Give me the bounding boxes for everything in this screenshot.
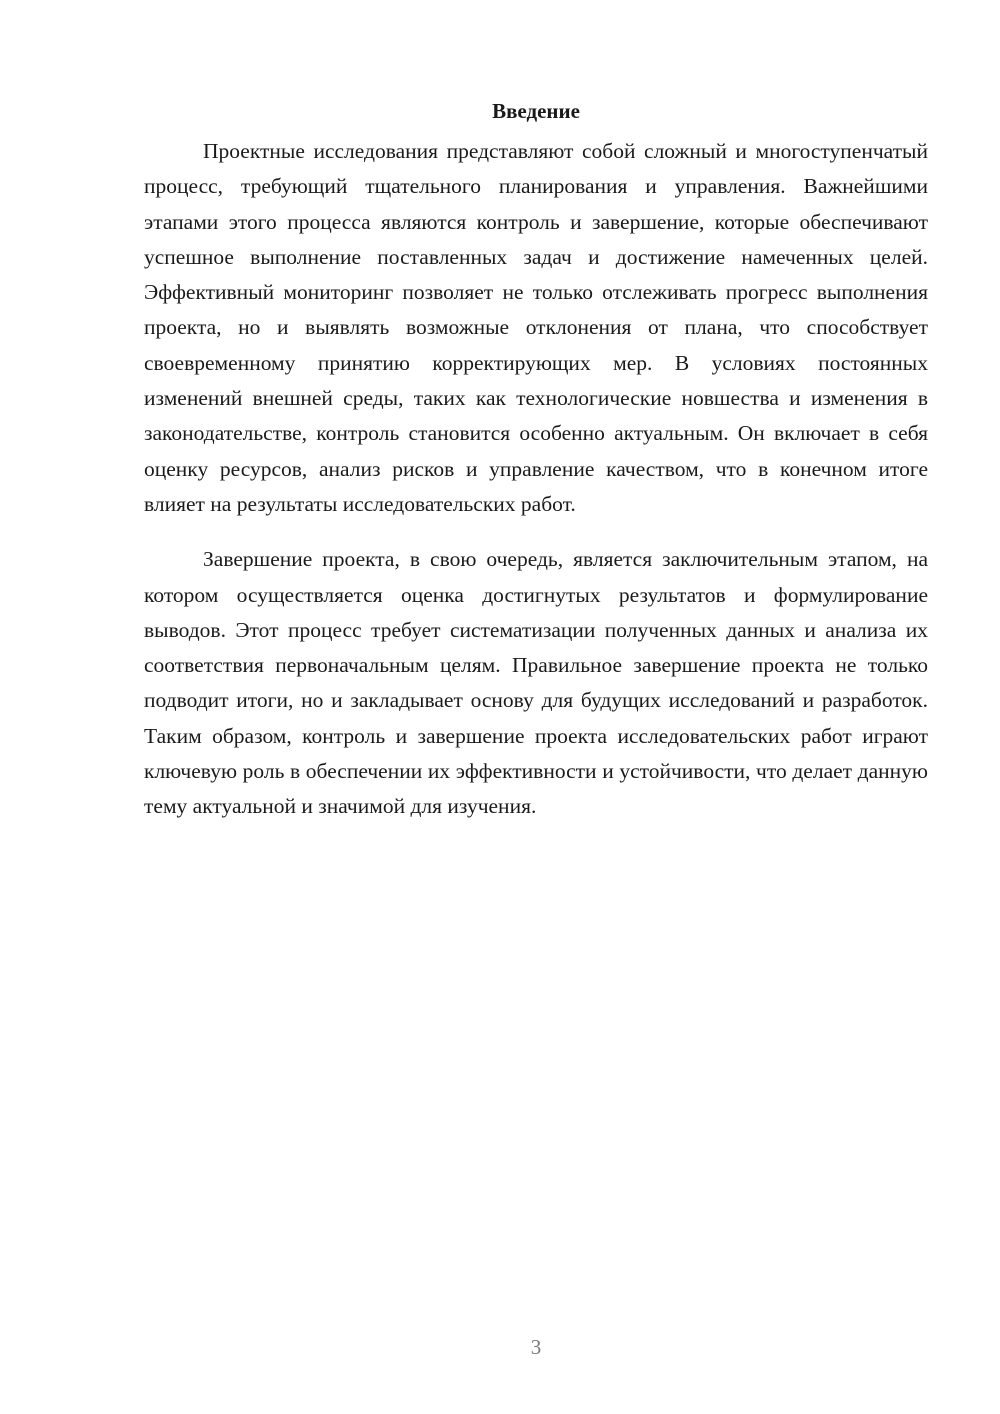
page-content: [144, 98, 928, 825]
paragraph-1: Проектные исследования представляют собой сложный и многоступенчатый процесс, требующий тщательного планирования и управления. Важнейшими этапами этого процесса являются контроль и завершение, которые обеспечивают успешное выполнение поставленных задач и достижение намеченных целей. Эффективный мониторинг позволяет не только отслеживать прогресс выполнения проекта, но и выявлять возможные отклонения от плана, что способствует своевременному принятию корректирующих мер. В условиях постоянных изменений внешней среды, таких как технологические новшества и изменения в законодательстве, контроль становится особенно актуальным. Он включает в себя оценку ресурсов, анализ рисков и управление качеством, что в конечном итоге влияет на результаты исследовательских работ.: [144, 139, 928, 516]
paragraph-2: Завершение проекта, в свою очередь, является заключительным этапом, на котором осуществляется оценка достигнутых результатов и формулирование выводов. Этот процесс требует систематизации полученных данных и анализа их соответствия первоначальным целям. Правильное завершение проекта не только подводит итоги, но и закладывает основу для будущих исследований и разработок. Таким образом, контроль и завершение проекта исследовательских работ играют ключевую роль в обеспечении их эффективности и устойчивости, что делает данную тему актуальной и значимой для изучения.: [144, 547, 928, 819]
section-heading: Введение: [492, 99, 580, 123]
page-number: 3: [530, 1335, 542, 1359]
